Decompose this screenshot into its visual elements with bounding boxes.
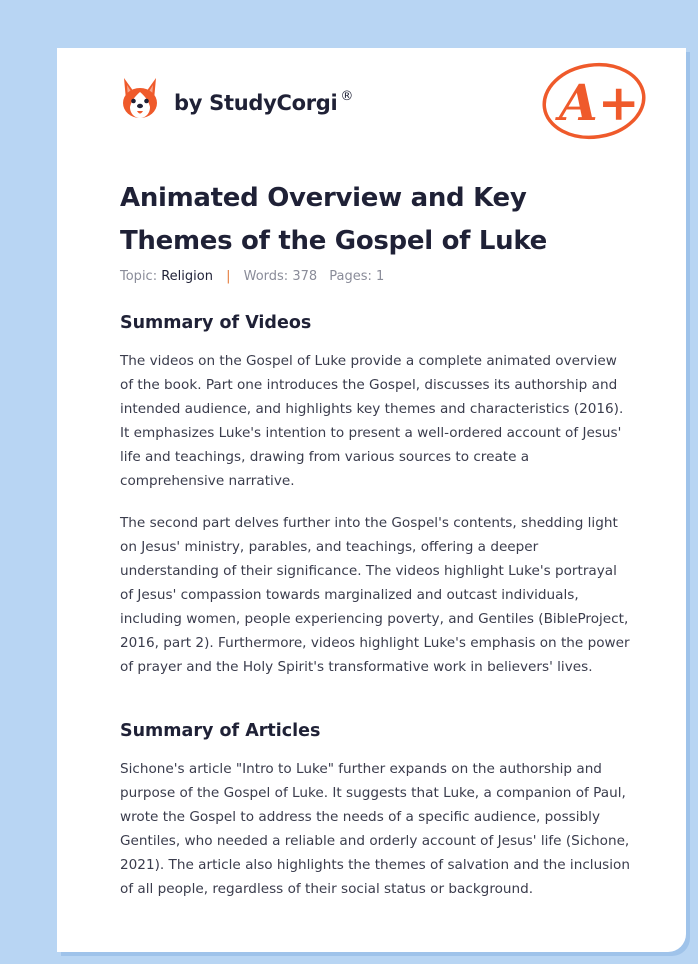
- badge-text: A+: [559, 73, 640, 132]
- paragraph-videos-2: The second part delves further into the Gospel's contents, shedding light on Jesus' ministry, parables, and teachings, offering a deeper understanding of their significance. The videos highlight Luke's portrayal of Jesus' compassion towards marginalized and outcast individuals, including women, people experiencing poverty, and Gentiles (BibleProject, 2016, part 2). Furthermore, videos highlight Luke's emphasis on the power of prayer and the Holy Spirit's transformative work in believers' lives.: [120, 515, 630, 675]
- registered-mark: ®: [340, 89, 354, 104]
- page-count: Pages: 1: [329, 269, 385, 284]
- brand-name: by StudyCorgi ®: [174, 89, 354, 115]
- corgi-icon: [120, 76, 160, 122]
- paragraph-videos-1: The videos on the Gospel of Luke provide a complete animated overview of the book. Part one introduces the Gospel, discusses its authorship and intended audience, and highlights key themes and characteristics (2016). It emphasizes Luke's intention to present a well-ordered account of Jesus' life and teachings, drawing from various sources to create a comprehensive narrative.: [120, 353, 624, 489]
- word-count: Words: 378: [243, 269, 318, 284]
- a-plus-grade-icon: [539, 60, 651, 142]
- topic-label: Topic:: [120, 269, 158, 284]
- studycorgi-logo[interactable]: [120, 76, 353, 122]
- topic-link[interactable]: Religion: [161, 269, 213, 284]
- document-card: [57, 48, 686, 952]
- section-heading-videos: Summary of Videos: [120, 313, 312, 333]
- paragraph-articles-1: Sichone's article "Intro to Luke" further expands on the authorship and purpose of the Gospel of Luke. It suggests that Luke, a companion of Paul, wrote the Gospel to address the needs of a specific audience, possibly Gentiles, who needed a reliable and orderly account of Jesus' life (Sichone, 2021). The article also highlights the themes of salvation and the inclusion of all people, regardless of their social status or background.: [120, 761, 630, 897]
- article-meta: [120, 269, 384, 284]
- section-heading-articles: Summary of Articles: [120, 721, 321, 741]
- article-title: Animated Overview and Key Themes of the Gospel of Luke: [120, 183, 547, 256]
- meta-separator: |: [226, 269, 231, 284]
